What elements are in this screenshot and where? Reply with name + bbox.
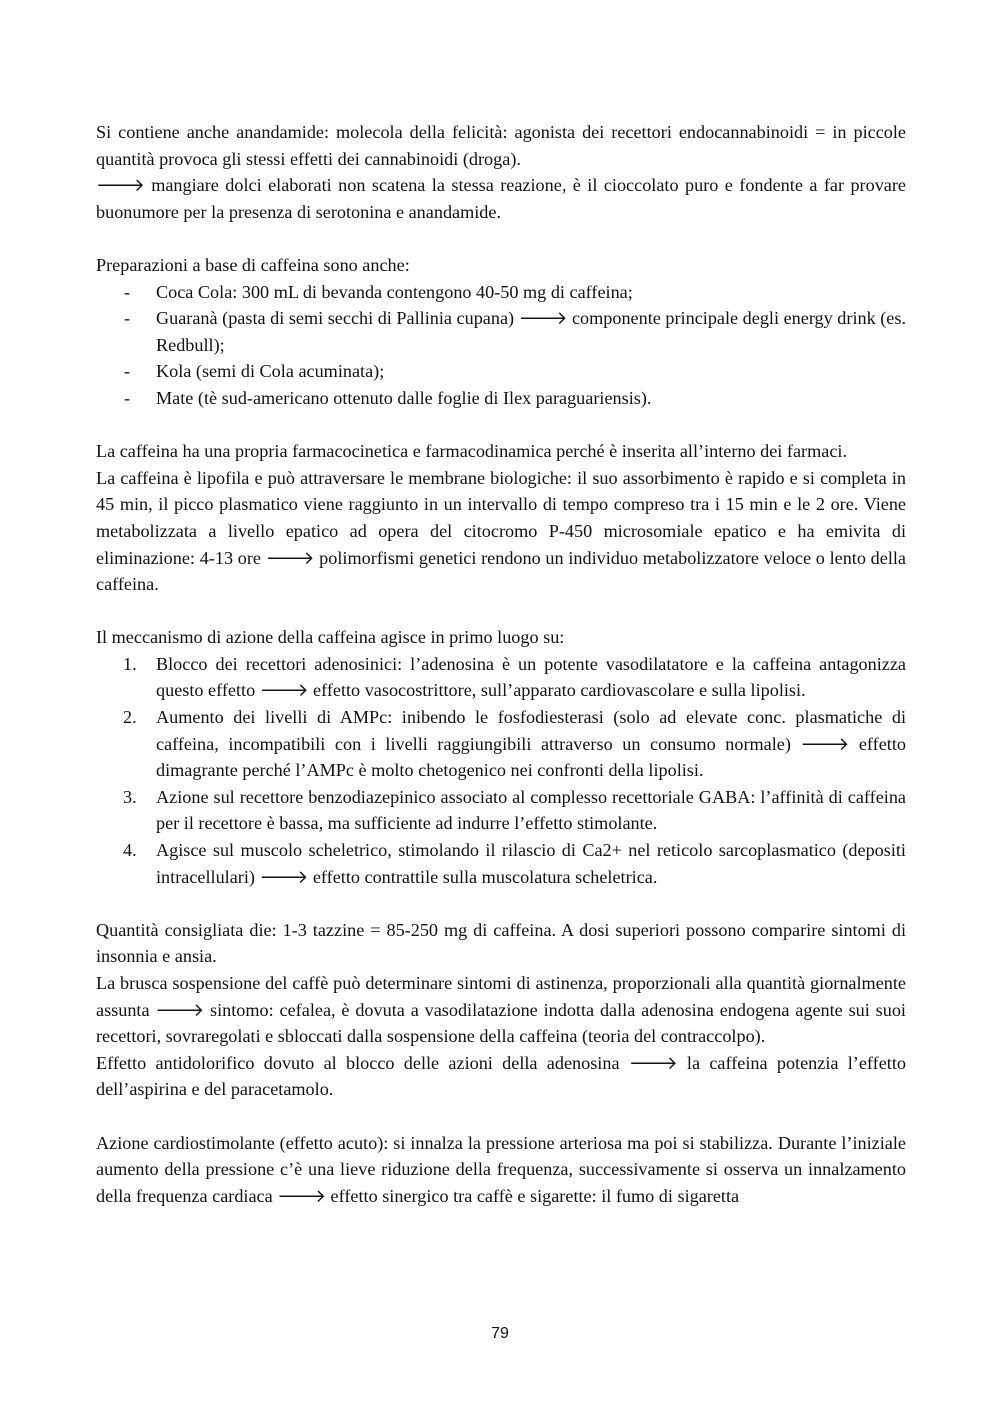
paragraph-preparazioni-intro: Preparazioni a base di caffeina sono anche:: [96, 254, 410, 275]
mechanism-list: [96, 651, 906, 890]
list-item-text: Azione sul recettore benzodiazepinico associato al complesso recettoriale GABA: l’affinità di caffeina per il recettore è bassa, ma sufficiente ad indurre l’effetto stimolante.: [156, 786, 906, 834]
list-item-text: Guaranà (pasta di semi secchi di Pallinia cupana) 🡒 componente principale degli energy drink (es. Redbull);: [156, 308, 906, 355]
list-item: [96, 784, 906, 837]
paragraph-antidolorifico: Effetto antidolorifico dovuto al blocco delle azioni della adenosina 🡒 la caffeina potenzia l’effetto dell’aspirina e del paracetamolo.: [96, 1052, 906, 1100]
paragraph-astinenza: La brusca sospensione del caffè può determinare sintomi di astinenza, proporzionali alla quantità giornalmente assunta 🡒 sintomo: cefalea, è dovuta a vasodilatazione indotta dalla adenosina endogena agente sui suoi recettori, sovraregolati e sbloccati dalla sospensione della caffeina (teoria del contraccolpo).: [96, 973, 906, 1047]
list-item-text: Blocco dei recettori adenosinici: l’adenosina è un potente vasodilatatore e la caffeina antagonizza questo effetto 🡒 effetto vasocostrittore, sull’apparato cardiovascolare e sulla lipolisi.: [156, 653, 906, 701]
list-item: [96, 837, 906, 890]
number-marker: 3.: [123, 786, 137, 807]
paragraph-assorbimento: La caffeina è lipofila e può attraversare le membrane biologiche: il suo assorbimento è rapido e si completa in 45 min, il picco plasmatico viene raggiunto in un intervallo di tempo compreso tra i 15 min e le 2 ore. Viene metabolizzata a livello epatico ad opera del citocromo P-450 microsomiale epatico e ha emivita di eliminazione: 4-13 ore 🡒 polimorfismi genetici rendono un individuo metabolizzatore veloce o lento della caffeina.: [96, 467, 906, 595]
dash-marker: -: [124, 308, 131, 329]
number-marker: 1.: [123, 653, 137, 674]
list-item: [96, 279, 906, 306]
number-marker: 4.: [123, 840, 137, 861]
list-item-text: Agisce sul muscolo scheletrico, stimolando il rilascio di Ca2+ nel reticolo sarcoplasmatico (depositi intracellulari) 🡒 effetto contrattile sulla muscolatura scheletrica.: [156, 840, 906, 887]
dash-marker: -: [124, 281, 131, 302]
paragraph-gap: [96, 412, 906, 439]
list-item: [96, 704, 906, 784]
paragraph-quantita: Quantità consigliata die: 1-3 tazzine = 85-250 mg di caffeina. A dosi superiori possono comparire sintomi di insonnia e ansia.: [96, 919, 906, 967]
number-marker: 2.: [123, 707, 137, 728]
paragraph-meccanismo-intro: Il meccanismo di azione della caffeina agisce in primo luogo su:: [96, 627, 565, 648]
list-item: [96, 358, 906, 385]
paragraph-farmacocinetica: La caffeina ha una propria farmacocinetica e farmacodinamica perché è inserita all’interno dei farmaci.: [96, 441, 847, 462]
list-item: [96, 651, 906, 704]
list-item-text: Aumento dei livelli di AMPc: inibendo le fosfodiesterasi (solo ad elevate conc. plasmatiche di caffeina, incompatibili con i livelli raggiungibili attraverso un consumo normale) 🡒 effetto dimagrante perché l’AMPc è molto chetogenico nei confronti della lipolisi.: [156, 707, 906, 781]
paragraph-gap: [96, 1103, 906, 1130]
dash-marker: -: [124, 387, 131, 408]
list-item-text: Mate (tè sud-americano ottenuto dalle foglie di Ilex paraguariensis).: [156, 387, 652, 408]
paragraph-cardiostimolante: Azione cardiostimolante (effetto acuto): si innalza la pressione arteriosa ma poi si stabilizza. Durante l’iniziale aumento della pressione c’è una lieve riduzione della frequenza, successivamente si osserva un innalzamento della frequenza cardiaca 🡒 effetto sinergico tra caffè e sigarette: il fumo di sigaretta: [96, 1132, 906, 1206]
list-item-text: Kola (semi di Cola acuminata);: [156, 361, 385, 382]
paragraph-dolci-note: 🡒 mangiare dolci elaborati non scatena la stessa reazione, è il cioccolato puro e fondente a far provare buonumore per la presenza di serotonina e anandamide.: [96, 175, 906, 222]
list-item: [96, 305, 906, 358]
page-number: 79: [491, 1325, 509, 1342]
paragraph-anandamide: Si contiene anche anandamide: molecola della felicità: agonista dei recettori endocannabinoidi = in piccole quantità provoca gli stessi effetti dei cannabinoidi (droga).: [96, 122, 906, 169]
paragraph-gap: [96, 225, 906, 252]
paragraph-gap: [96, 890, 906, 917]
paragraph-gap: [96, 598, 906, 625]
list-item-text: Coca Cola: 300 mL di bevanda contengono 40-50 mg di caffeina;: [156, 281, 633, 302]
dash-marker: -: [124, 361, 131, 382]
caffeine-preparations-list: [96, 279, 906, 412]
list-item: [96, 385, 906, 412]
page-body: [96, 119, 906, 1209]
